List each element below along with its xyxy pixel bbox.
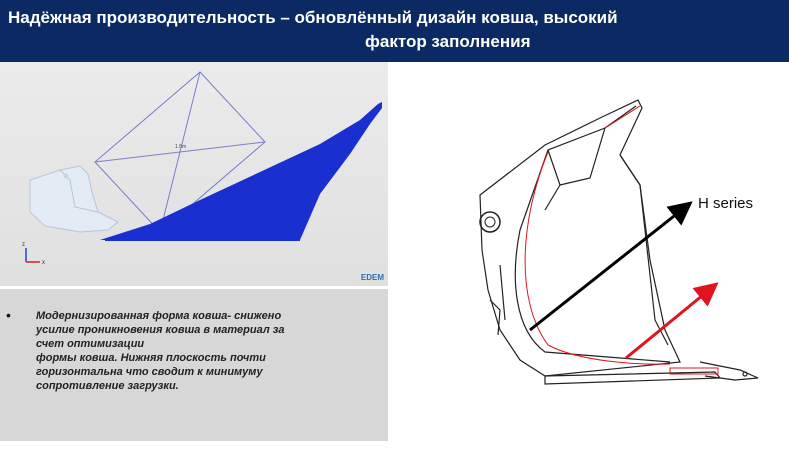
description-line: усилие проникновения ковша в материал за xyxy=(36,324,285,336)
description-line: формы ковша. Нижняя плоскость почти xyxy=(36,352,266,364)
edem-logo: EDEM xyxy=(360,273,384,282)
slide-title-line-2: фактор заполнения xyxy=(365,32,531,51)
description-panel xyxy=(0,289,388,441)
description-line: счет оптимизации xyxy=(36,338,145,350)
axes-triad xyxy=(22,242,45,266)
simulation-image xyxy=(0,62,388,286)
bucket-model xyxy=(30,166,118,232)
h-series-label: H series xyxy=(698,195,754,212)
description-line: горизонтальна что сводит к минимуму xyxy=(36,366,263,378)
title-bar xyxy=(0,0,789,62)
hinge-pin-inner xyxy=(485,217,495,227)
material-pile xyxy=(100,102,382,240)
description-text xyxy=(36,309,356,393)
slide-title-line-1: Надёжная производительность – обновлённый дизайн ковша, высокий xyxy=(8,8,618,27)
axis-x-label: x xyxy=(42,260,45,266)
axis-z-label: z xyxy=(22,242,25,248)
bullet-marker: • xyxy=(6,307,11,323)
description-line: сопротивление загрузки. xyxy=(36,380,179,392)
box-label: 1.5m xyxy=(175,144,187,150)
hinge-pin xyxy=(480,212,500,232)
bucket-outline xyxy=(480,100,758,384)
h-series-arrow xyxy=(530,205,688,330)
bucket-diagram xyxy=(400,72,785,452)
fill-direction-arrow xyxy=(626,286,714,358)
simulation-drawing xyxy=(0,62,388,286)
description-line: Модернизированная форма ковша- снижено xyxy=(36,310,282,322)
